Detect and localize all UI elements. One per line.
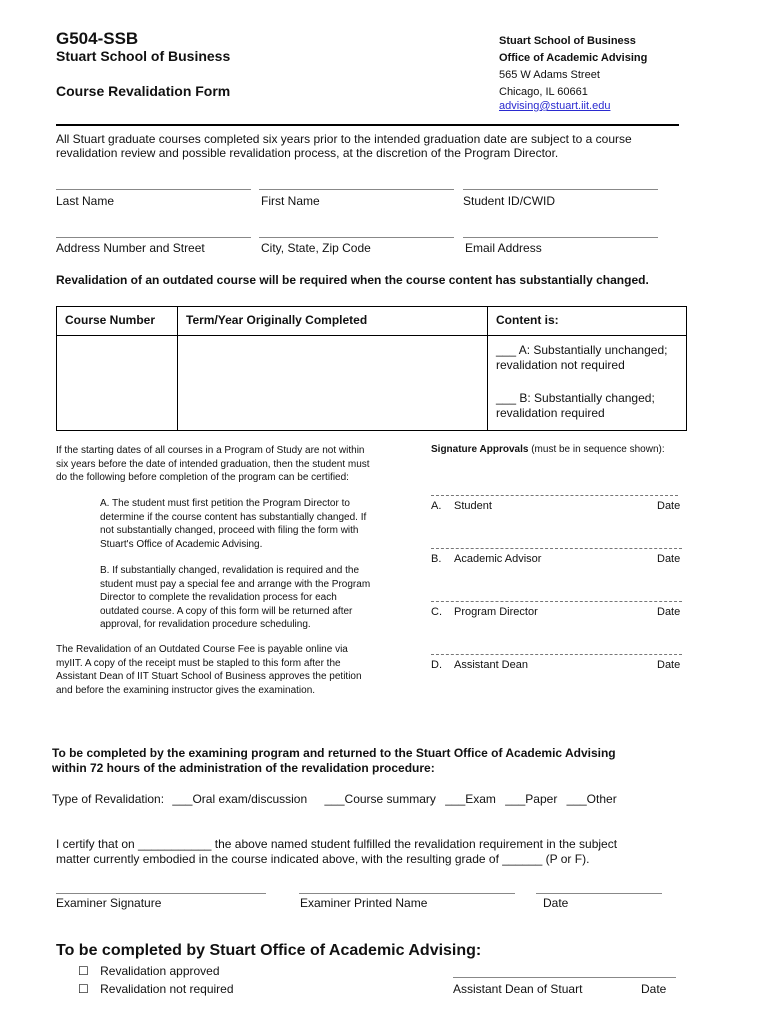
advising-email-link[interactable]: advising@stuart.iit.edu [499,100,611,112]
signature-heading-bold: Signature Approvals [431,444,529,455]
course-number-cell[interactable] [57,336,178,431]
email-field[interactable] [463,237,658,238]
type-oral-option[interactable]: ___Oral exam/discussion [172,792,308,806]
examiner-date-line[interactable] [536,893,662,894]
advisor-signature-line[interactable] [431,548,682,549]
first-name-field[interactable] [259,189,454,190]
term-year-header: Term/Year Originally Completed [178,307,488,336]
advisor-signature-label: Academic Advisor [454,553,542,565]
office-address [499,33,647,115]
examiner-signature-label: Examiner Signature [56,896,162,910]
course-table-header-row [57,307,687,336]
last-name-field[interactable] [56,189,251,190]
course-table [56,306,687,431]
address-line-1: Stuart School of Business [499,35,636,47]
exam-section-heading [52,746,616,776]
info-intro-line-2: six years before the date of intended graduation, then the student must [56,458,370,470]
revalidation-type-label: Type of Revalidation: [52,792,165,806]
step-b-line-3: Director to complete the revalidation process for each [100,592,337,603]
step-b-line-1: B. If substantially changed, revalidation is required and the [100,565,360,576]
intro-text [56,132,632,160]
dean-final-signature-line[interactable] [453,977,676,978]
city-field[interactable] [259,237,454,238]
student-date-label: Date [657,500,681,512]
student-signature-line[interactable] [431,495,678,496]
approved-checkbox[interactable]: ☐ [78,964,89,978]
approved-label: Revalidation approved [100,964,220,978]
director-signature-line[interactable] [431,601,682,602]
examiner-signature-line[interactable] [56,893,266,894]
step-a-line-3: not substantially changed, proceed with filing the form with [100,525,359,536]
school-name: Stuart School of Business [56,48,231,64]
header-rule [56,124,679,126]
address-line-2: Office of Academic Advising [499,52,648,64]
student-signature-letter: A. [431,500,442,512]
step-a-line-2: determine if the course content has substantially changed. If [100,511,367,523]
advisor-date-label: Date [657,553,681,565]
student-signature-label: Student [454,500,492,512]
revalidation-notice: Revalidation of an outdated course will be required when the course content has substantially changed. [56,273,649,287]
certify-line-1: I certify that on ___________ the above named student fulfilled the revalidation requirement in the subject [56,837,618,851]
term-year-cell[interactable] [178,336,488,431]
intro-line-2: revalidation review and possible revalidation process, at the discretion of the Program Director. [56,146,559,160]
address-field[interactable] [56,237,251,238]
not-required-checkbox-row[interactable] [78,982,234,996]
course-table-row [57,336,687,431]
signature-approvals-heading [431,444,665,455]
option-a-line-2: revalidation not required [496,358,625,372]
step-b-line-2: student must pay a special fee and arrange with the Program [100,578,371,590]
step-b-text [100,564,370,632]
city-label: City, State, Zip Code [261,241,371,255]
dean-final-date-label: Date [641,982,667,996]
exam-heading-line-1: To be completed by the examining program and returned to the Stuart Office of Academic Advising [52,746,616,760]
fee-line-2: myIIT. A copy of the receipt must be stapled to this form after the [56,657,341,669]
form-title: Course Revalidation Form [56,83,231,99]
dean-signature-label: Assistant Dean [454,659,528,671]
fee-line-4: and before the examining instructor gives the examination. [56,684,316,696]
program-of-study-info [56,444,370,485]
signature-heading-rest: (must be in sequence shown): [528,444,665,455]
option-b-line-2: revalidation required [496,406,605,420]
type-other-option[interactable]: ___Other [566,792,617,806]
address-line-4: Chicago, IL 60661 [499,86,588,98]
exam-heading-line-2: within 72 hours of the administration of the revalidation procedure: [52,761,435,775]
dean-final-label: Assistant Dean of Stuart [453,982,583,996]
last-name-label: Last Name [56,194,115,208]
certify-line-2: matter currently embodied in the course indicated above, with the resulting grade of ______ (P or F). [56,852,590,866]
step-b-line-5: approval, for revalidation procedure scheduling. [100,619,311,630]
info-intro-line-3: do the following before completion of the program can be certified: [56,472,349,483]
advising-section-heading: To be completed by Stuart Office of Academic Advising: [56,942,482,959]
revalidation-type-row [52,792,617,806]
info-intro-line-1: If the starting dates of all courses in a Program of Study are not within [56,445,365,456]
examiner-date-label: Date [543,896,569,910]
content-is-header: Content is: [488,307,687,336]
advisor-signature-letter: B. [431,553,442,565]
content-options-cell [488,336,687,431]
option-b-line-1: ___ B: Substantially changed; [496,391,655,405]
director-signature-letter: C. [431,606,442,618]
type-paper-option[interactable]: ___Paper [505,792,558,806]
step-a-line-1: A. The student must first petition the Program Director to [100,498,350,509]
option-a-line-1: ___ A: Substantially unchanged; [496,343,668,357]
step-b-line-4: outdated course. A copy of this form will be returned after [100,605,353,617]
director-signature-label: Program Director [454,606,538,618]
student-id-field[interactable] [463,189,658,190]
address-label: Address Number and Street [56,241,205,255]
form-code: G504-SSB [56,29,139,48]
course-number-header: Course Number [57,307,178,336]
option-a[interactable] [496,343,678,373]
type-exam-option[interactable]: ___Exam [445,792,496,806]
address-line-3: 565 W Adams Street [499,69,600,81]
approved-checkbox-row[interactable] [78,964,220,978]
step-a-text [100,497,366,551]
step-a-line-4: Stuart's Office of Academic Advising. [100,538,263,550]
first-name-label: First Name [261,194,320,208]
examiner-name-line[interactable] [299,893,515,894]
certification-text [56,837,617,867]
examiner-name-label: Examiner Printed Name [300,896,428,910]
fee-line-1: The Revalidation of an Outdated Course Fee is payable online via [56,644,348,655]
director-date-label: Date [657,606,681,618]
intro-line-1: All Stuart graduate courses completed six years prior to the intended graduation date are subject to a course [56,132,632,146]
fee-line-3: Assistant Dean of IIT Stuart School of Business approves the petition [56,671,362,682]
student-id-label: Student ID/CWID [463,194,556,208]
option-b[interactable] [496,391,678,421]
not-required-checkbox[interactable]: ☐ [78,982,89,996]
dean-date-label: Date [657,659,681,671]
dean-signature-letter: D. [431,659,442,671]
email-label: Email Address [465,241,542,255]
not-required-label: Revalidation not required [100,982,234,996]
type-summary-option[interactable]: ___Course summary [324,792,436,806]
fee-info-text [56,643,362,697]
dean-signature-line[interactable] [431,654,682,655]
